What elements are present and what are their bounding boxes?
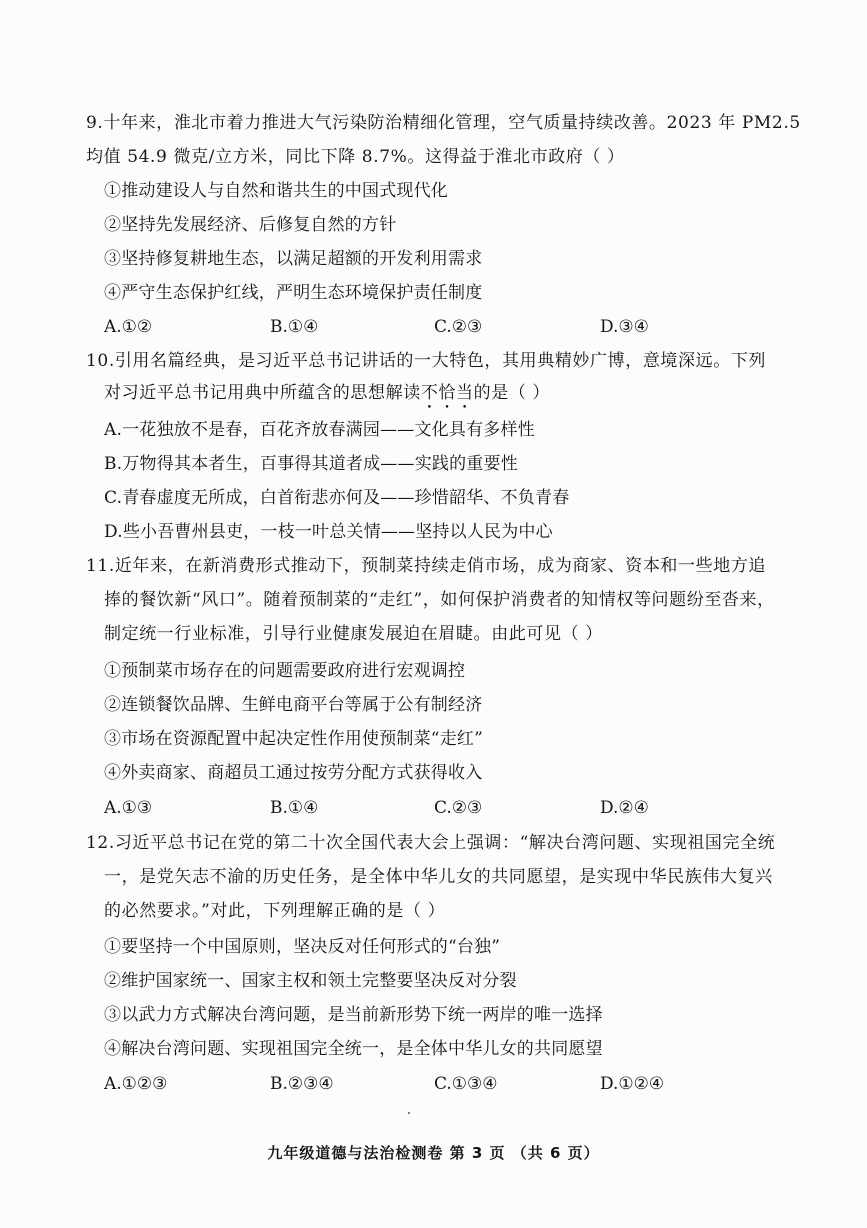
question-9-option-a[interactable]: A.①②: [104, 317, 153, 337]
question-9-statement-1: ①推动建设人与自然和谐共生的中国式现代化: [104, 181, 448, 201]
question-10-option-b[interactable]: B.万物得其本者生，百事得其道者成——实践的重要性: [104, 454, 518, 474]
question-9-stem-line-2: 均值 54.9 微克/立方米，同比下降 8.7%。这得益于淮北市政府（ ）: [86, 147, 625, 167]
question-10-stem-before: 对习近平总书记用典中所蕴含的思想解读: [104, 383, 421, 403]
question-12-stem-line-3: 的必然要求。”对此，下列理解正确的是（ ）: [104, 901, 446, 921]
question-9-stem-line-1: 9.十年来，淮北市着力推进大气污染防治精细化管理，空气质量持续改善。2023 年 PM2.5: [86, 113, 801, 133]
question-12-stem-line-1: 12.习近平总书记在党的第二十次全国代表大会上强调：“解决台湾问题、实现祖国完全统: [86, 833, 776, 853]
question-10-stem-line-2: [104, 382, 550, 413]
question-10-option-c[interactable]: C.青春虚度无所成，白首衔悲亦何及——珍惜韶华、不负青春: [104, 488, 570, 508]
question-11-option-c[interactable]: C.②③: [434, 798, 483, 818]
question-9-options: [104, 316, 704, 338]
question-11-statement-2: ②连锁餐饮品牌、生鲜电商平台等属于公有制经济: [104, 695, 483, 715]
question-9-statement-4: ④严守生态保护红线，严明生态环境保护责任制度: [104, 283, 483, 303]
scan-speck: [408, 1112, 410, 1114]
question-9-option-c[interactable]: C.②③: [434, 317, 483, 337]
question-11-option-d[interactable]: D.②④: [600, 798, 649, 818]
question-12-statement-2: ②维护国家统一、国家主权和领土完整要坚决反对分裂: [104, 971, 517, 991]
question-11-options: [104, 797, 704, 819]
question-11-option-a[interactable]: A.①③: [104, 798, 153, 818]
page-footer: 九年级道德与法治检测卷 第 3 页 （共 6 页）: [267, 1144, 600, 1162]
question-10-option-d[interactable]: D.些小吾曹州县吏，一枝一叶总关情——坚持以人民为中心: [104, 522, 553, 542]
question-10-stem-line-1: 10.引用名篇经典，是习近平总书记讲话的一大特色，其用典精妙广博，意境深远。下列: [86, 351, 767, 371]
question-12-statement-4: ④解决台湾问题、实现祖国完全统一，是全体中华儿女的共同愿望: [104, 1039, 603, 1059]
question-12-stem-line-2: 一，是党矢志不渝的历史任务，是全体中华儿女的共同愿望，是实现中华民族伟大复兴: [104, 867, 773, 887]
question-12-option-c[interactable]: C.①③④: [434, 1074, 498, 1094]
question-10-option-a[interactable]: A.一花独放不是春，百花齐放春满园——文化具有多样性: [104, 420, 535, 440]
question-11-statement-3: ③市场在资源配置中起决定性作用使预制菜“走红”: [104, 729, 483, 749]
question-11-stem-line-2: 捧的餐饮新“风口”。随着预制菜的“走红”，如何保护消费者的知情权等问题纷至沓来，: [104, 590, 775, 610]
question-12-option-b[interactable]: B.②③④: [270, 1074, 334, 1094]
question-12-options: [104, 1073, 704, 1095]
question-11-option-b[interactable]: B.①④: [270, 798, 319, 818]
question-9-statement-2: ②坚持先发展经济、后修复自然的方针: [104, 215, 397, 235]
question-11-statement-1: ①预制菜市场存在的问题需要政府进行宏观调控: [104, 661, 466, 681]
question-11-stem-line-3: 制定统一行业标准，引导行业健康发展迫在眉睫。由此可见（ ）: [104, 624, 603, 644]
question-12-statement-1: ①要坚持一个中国原则，坚决反对任何形式的“台独”: [104, 937, 501, 957]
emphasis-text: 不恰当: [420, 383, 474, 403]
question-10-stem-after: 的是（ ）: [473, 383, 551, 403]
question-12-statement-3: ③以武力方式解决台湾问题，是当前新形势下统一两岸的唯一选择: [104, 1005, 603, 1025]
question-11-stem-line-1: 11.近年来，在新消费形式推动下，预制菜持续走俏市场，成为商家、资本和一些地方追: [86, 556, 767, 576]
question-12-option-d[interactable]: D.①②④: [600, 1074, 665, 1094]
question-9-option-d[interactable]: D.③④: [600, 317, 649, 337]
question-11-statement-4: ④外卖商家、商超员工通过按劳分配方式获得收入: [104, 763, 483, 783]
question-9-option-b[interactable]: B.①④: [270, 317, 319, 337]
question-9-statement-3: ③坚持修复耕地生态，以满足超额的开发利用需求: [104, 249, 483, 269]
question-12-option-a[interactable]: A.①②③: [104, 1074, 168, 1094]
